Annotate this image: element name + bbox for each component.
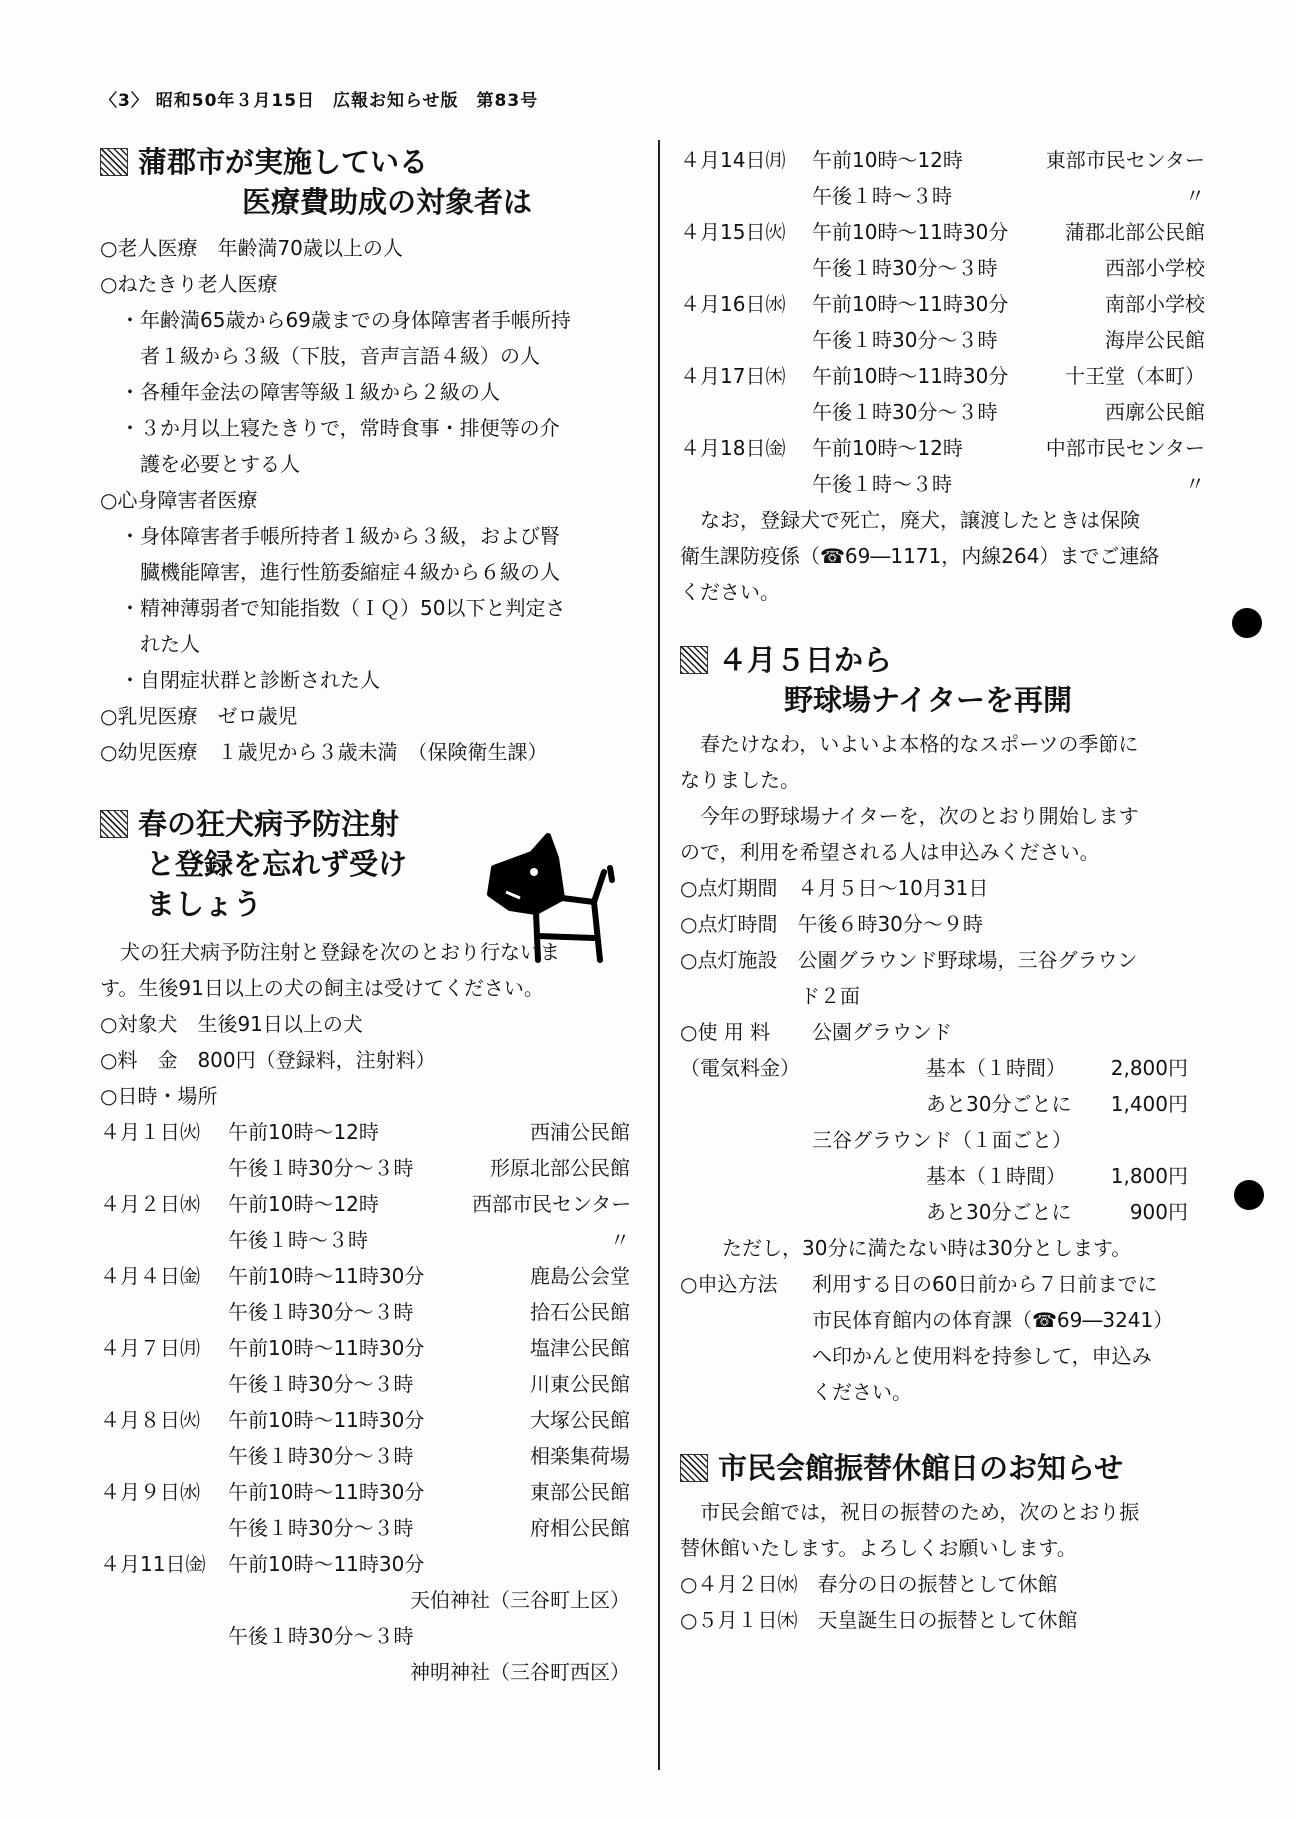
- schedule-date: ４月７日㈪: [100, 1336, 200, 1360]
- schedule-date: [100, 1222, 228, 1258]
- schedule-date: ４月17日㈭: [680, 364, 786, 388]
- hall-section-title: [680, 1448, 1205, 1488]
- medical-title-line1: 蒲郡市が実施している: [138, 145, 429, 179]
- schedule-place: 十王堂（本町）: [1065, 364, 1205, 388]
- rabies-schedule-row: [680, 430, 1205, 466]
- schedule-place: 大塚公民館: [530, 1408, 630, 1432]
- rabies-note-line2: 衛生課防疫係（☎69―1171，内線264）までご連絡: [680, 544, 1160, 568]
- schedule-place: [472, 1546, 630, 1582]
- lighting-facility: ○点灯施設 公園グラウンド野球場，三谷グラウン: [680, 948, 1138, 972]
- baseball-intro-line1: 春たけなわ，いよいよ本格的なスポーツの季節に: [680, 732, 1139, 756]
- schedule-time: 午前10時～11時30分: [812, 220, 1009, 244]
- schedule-time: 午前10時～12時: [228, 1192, 379, 1216]
- schedule-time: 午後１時30分～３時: [228, 1156, 414, 1180]
- rabies-schedule-row: [100, 1618, 630, 1654]
- schedule-date: [100, 1438, 228, 1474]
- hatch-icon: [100, 810, 128, 838]
- schedule-time: 午後１時～３時: [228, 1228, 368, 1252]
- schedule-date: ４月８日㈫: [100, 1408, 200, 1432]
- ground1-extra-price: 1,400円: [1110, 1092, 1188, 1116]
- schedule-time: 午後１時～３時: [812, 184, 952, 208]
- schedule-date: ４月11日㈮: [100, 1552, 206, 1576]
- schedule-date: [100, 1150, 228, 1186]
- ground1-extra-label: あと30分ごとに: [926, 1092, 1072, 1116]
- schedule-date: ４月18日㈮: [680, 436, 786, 460]
- apply-line2: 市民体育館内の体育課（☎69―3241）: [812, 1308, 1174, 1332]
- rabies-schedule-row: [100, 1258, 630, 1294]
- schedule-place: 形原北部公民館: [490, 1156, 630, 1180]
- apply-line3: へ印かんと使用料を持参して，申込み: [812, 1344, 1152, 1368]
- medical-list-line: 臓機能障害，進行性筋委縮症４級から６級の人: [100, 560, 560, 584]
- medical-list-line: ○乳児医療 ゼロ歳児: [100, 704, 298, 728]
- schedule-time: 午前10時～11時30分: [228, 1480, 425, 1504]
- fee-row-1: [680, 1050, 1205, 1086]
- schedule-time: 午前10時～11時30分: [228, 1336, 425, 1360]
- schedule-time: 午前10時～12時: [812, 148, 963, 172]
- rabies-schedule-row: [100, 1438, 630, 1474]
- hall-closure-1: ○４月２日㈬ 春分の日の振替として休館: [680, 1572, 1058, 1596]
- schedule-place: 相楽集荷場: [530, 1444, 630, 1468]
- rabies-intro-line2: す。生後91日以上の犬の飼主は受けてください。: [100, 976, 544, 1000]
- schedule-place: 塩津公民館: [530, 1336, 630, 1360]
- rabies-schedule: [100, 1114, 630, 1690]
- schedule-time: 午前10時～11時30分: [228, 1552, 425, 1576]
- lighting-period: ○点灯期間 ４月５日～10月31日: [680, 876, 989, 900]
- schedule-place: 西浦公民館: [530, 1120, 630, 1144]
- fee-sublabel: （電気料金）: [680, 1056, 800, 1080]
- column-divider: [658, 140, 660, 1770]
- schedule-date: [100, 1618, 228, 1654]
- hatch-icon: [680, 1454, 708, 1482]
- medical-list-line: 護を必要とする人: [100, 452, 300, 476]
- medical-title-line2: 医療費助成の対象者は: [242, 185, 533, 219]
- schedule-place: 〃: [1185, 184, 1205, 208]
- schedule-time: 午前10時～12時: [812, 436, 963, 460]
- schedule-date: ４月４日㈮: [100, 1264, 200, 1288]
- medical-list-line: ○老人医療 年齢満70歳以上の人: [100, 236, 403, 260]
- schedule-time: 午後１時30分～３時: [228, 1372, 414, 1396]
- ground1-name: 公園グラウンド: [812, 1020, 952, 1044]
- ground2-basic-label: 基本（１時間）: [926, 1164, 1066, 1188]
- schedule-place: 蒲郡北部公民館: [1065, 220, 1205, 244]
- rabies-schedule-row: [680, 250, 1205, 286]
- schedule-place: 東部市民センター: [1045, 148, 1205, 172]
- schedule-date: [680, 466, 812, 502]
- schedule-place: [472, 1618, 630, 1654]
- medical-list-line: 者１級から３級（下肢，音声言語４級）の人: [100, 344, 540, 368]
- rabies-schedule-row: [100, 1546, 630, 1582]
- schedule-time: 午後１時30分～３時: [812, 400, 998, 424]
- schedule-place: 西部小学校: [1105, 256, 1205, 280]
- fee-row-3: [680, 1122, 1205, 1158]
- medical-section-title: [100, 142, 630, 182]
- rabies-title-line1: 春の狂犬病予防注射: [138, 807, 400, 841]
- right-column: [680, 142, 1205, 1638]
- fee-note: ただし，30分に満たない時は30分とします。: [722, 1236, 1132, 1260]
- rabies-schedule-row: [680, 178, 1205, 214]
- hall-intro-line1: 市民会館では，祝日の振替のため，次のとおり振: [680, 1500, 1140, 1524]
- schedule-date: ４月２日㈬: [100, 1192, 200, 1216]
- schedule-time: 午後１時30分～３時: [228, 1444, 414, 1468]
- fee-header-row: [680, 1014, 1205, 1050]
- schedule-time: 午前10時～11時30分: [228, 1408, 425, 1432]
- schedule-time: 午前10時～11時30分: [812, 364, 1009, 388]
- schedule-time: 午前10時～11時30分: [228, 1264, 425, 1288]
- baseball-intro-line2: なりました。: [680, 768, 800, 792]
- schedule-time: 午後１時～３時: [812, 472, 952, 496]
- schedule-date: [100, 1510, 228, 1546]
- schedule-date: [680, 322, 812, 358]
- medical-list-line: ・各種年金法の障害等級１級から２級の人: [100, 380, 500, 404]
- schedule-place: 海岸公民館: [1105, 328, 1205, 352]
- rabies-schedule-row: [100, 1366, 630, 1402]
- baseball-title-line2: 野球場ナイターを再開: [784, 683, 1072, 717]
- ground2-extra-price: 900円: [1129, 1200, 1188, 1224]
- fee-row-2: [680, 1086, 1205, 1122]
- rabies-schedule-row: [100, 1654, 630, 1690]
- hatch-icon: [100, 148, 128, 176]
- punch-hole-top: [1232, 608, 1262, 638]
- ground1-basic-label: 基本（１時間）: [926, 1056, 1066, 1080]
- schedule-date: ４月14日㈪: [680, 148, 786, 172]
- hall-title: 市民会館振替休館日のお知らせ: [718, 1451, 1124, 1485]
- medical-list-line: ・３か月以上寝たきりで，常時食事・排便等の介: [100, 416, 560, 440]
- ground2-basic-price: 1,800円: [1110, 1164, 1188, 1188]
- lighting-time: ○点灯時間 午後６時30分～９時: [680, 912, 983, 936]
- schedule-place: 東部公民館: [530, 1480, 630, 1504]
- rabies-intro-line1: 犬の狂犬病予防注射と登録を次のとおり行ないま: [100, 940, 560, 964]
- schedule-place: 〃: [610, 1228, 630, 1252]
- rabies-schedule-row: [680, 142, 1205, 178]
- schedule-place: 南部小学校: [1105, 292, 1205, 316]
- medical-list-line: ○心身障害者医療: [100, 488, 258, 512]
- apply-row-1: [680, 1266, 1205, 1302]
- apply-line4: ください。: [812, 1380, 912, 1404]
- schedule-place: 府相公民館: [530, 1516, 630, 1540]
- hall-intro-line2: 替休館いたします。よろしくお願いします。: [680, 1536, 1077, 1560]
- rabies-schedule-row: [680, 394, 1205, 430]
- fee-label: ○使 用 料: [680, 1020, 771, 1044]
- fee-row-5: [680, 1194, 1205, 1230]
- schedule-place: 天伯神社（三谷町上区）: [410, 1588, 630, 1612]
- schedule-date: ４月15日㈫: [680, 220, 786, 244]
- rabies-title-line3: ましょう: [146, 887, 263, 921]
- schedule-date: [680, 250, 812, 286]
- rabies-schedule-row: [680, 322, 1205, 358]
- medical-list-line: ・身体障害者手帳所持者１級から３級，および腎: [100, 524, 560, 548]
- schedule-date: [100, 1582, 228, 1618]
- schedule-time: 午後１時30分～３時: [228, 1516, 414, 1540]
- schedule-place: 鹿島公会堂: [530, 1264, 630, 1288]
- ground2-name: 三谷グラウンド（１面ごと）: [812, 1128, 1072, 1152]
- rabies-schedule-row: [100, 1150, 630, 1186]
- ground2-extra-label: あと30分ごとに: [926, 1200, 1072, 1224]
- rabies-schedule-continued: [680, 142, 1205, 502]
- apply-line1: 利用する日の60日前から７日前までに: [812, 1272, 1158, 1296]
- rabies-schedule-row: [100, 1222, 630, 1258]
- schedule-place: 中部市民センター: [1045, 436, 1205, 460]
- medical-list: [100, 230, 630, 770]
- schedule-place: 〃: [1185, 472, 1205, 496]
- schedule-date: ４月９日㈬: [100, 1480, 200, 1504]
- page-header: 〈3〉 昭和50年３月15日 広報お知らせ版 第83号: [100, 91, 539, 111]
- rabies-schedule-row: [680, 214, 1205, 250]
- rabies-schedule-row: [100, 1510, 630, 1546]
- rabies-schedule-row: [680, 358, 1205, 394]
- schedule-date: [100, 1366, 228, 1402]
- baseball-intro-line3: 今年の野球場ナイターを，次のとおり開始します: [680, 804, 1139, 828]
- schedule-time: 午前10時～12時: [228, 1120, 379, 1144]
- rabies-schedule-row: [100, 1294, 630, 1330]
- rabies-schedule-label: ○日時・場所: [100, 1084, 218, 1108]
- medical-list-line: れた人: [100, 632, 200, 656]
- schedule-time: 午後１時30分～３時: [812, 256, 998, 280]
- rabies-note-line1: なお，登録犬で死亡，廃犬，譲渡したときは保険: [680, 508, 1140, 532]
- punch-hole-bottom: [1234, 1180, 1264, 1210]
- hall-closure-2: ○５月１日㈭ 天皇誕生日の振替として休館: [680, 1608, 1078, 1632]
- schedule-date: [680, 394, 812, 430]
- rabies-schedule-row: [100, 1330, 630, 1366]
- schedule-time: 午前10時～11時30分: [812, 292, 1009, 316]
- medical-list-line: ・年齢満65歳から69歳までの身体障害者手帳所持: [100, 308, 571, 332]
- lighting-facility-cont: ド２面: [680, 984, 860, 1008]
- rabies-schedule-row: [680, 286, 1205, 322]
- baseball-title-line1: ４月５日から: [718, 643, 893, 677]
- rabies-schedule-row: [100, 1402, 630, 1438]
- schedule-date: ４月１日㈫: [100, 1120, 200, 1144]
- schedule-place: 西廓公民館: [1105, 400, 1205, 424]
- schedule-date: [100, 1294, 228, 1330]
- schedule-place: 西部市民センター: [472, 1192, 632, 1216]
- rabies-schedule-row: [100, 1186, 630, 1222]
- rabies-note-line3: ください。: [680, 580, 780, 604]
- baseball-section-title: [680, 640, 1205, 680]
- medical-list-line: ・自閉症状群と診断された人: [100, 668, 380, 692]
- schedule-date: [680, 178, 812, 214]
- schedule-date: ４月16日㈬: [680, 292, 786, 316]
- dog-illustration: [476, 828, 626, 966]
- baseball-intro-line4: ので，利用を希望される人は申込みください。: [680, 840, 1100, 864]
- schedule-time: 午後１時30分～３時: [228, 1624, 414, 1648]
- schedule-place: 神明神社（三谷町西区）: [410, 1660, 630, 1684]
- medical-list-line: ○ねたきり老人医療: [100, 272, 278, 296]
- medical-list-line: ・精神薄弱者で知能指数（ＩＱ）50以下と判定さ: [100, 596, 566, 620]
- ground1-basic-price: 2,800円: [1110, 1056, 1188, 1080]
- rabies-schedule-row: [100, 1582, 630, 1618]
- rabies-fee: ○料 金 800円（登録料，注射料）: [100, 1048, 436, 1072]
- hatch-icon: [680, 646, 708, 674]
- schedule-time: 午後１時30分～３時: [228, 1300, 414, 1324]
- schedule-time: 午後１時30分～３時: [812, 328, 998, 352]
- rabies-schedule-row: [100, 1474, 630, 1510]
- apply-label: ○申込方法: [680, 1272, 778, 1296]
- rabies-title-line2: と登録を忘れず受け: [146, 847, 408, 881]
- rabies-schedule-row: [100, 1114, 630, 1150]
- fee-row-4: [680, 1158, 1205, 1194]
- schedule-place: 川東公民館: [530, 1372, 630, 1396]
- rabies-target: ○対象犬 生後91日以上の犬: [100, 1012, 363, 1036]
- schedule-date: [100, 1654, 228, 1690]
- medical-list-line: ○幼児医療 １歳児から３歳未満 （保険衛生課）: [100, 740, 548, 764]
- rabies-schedule-row: [680, 466, 1205, 502]
- schedule-place: 拾石公民館: [530, 1300, 630, 1324]
